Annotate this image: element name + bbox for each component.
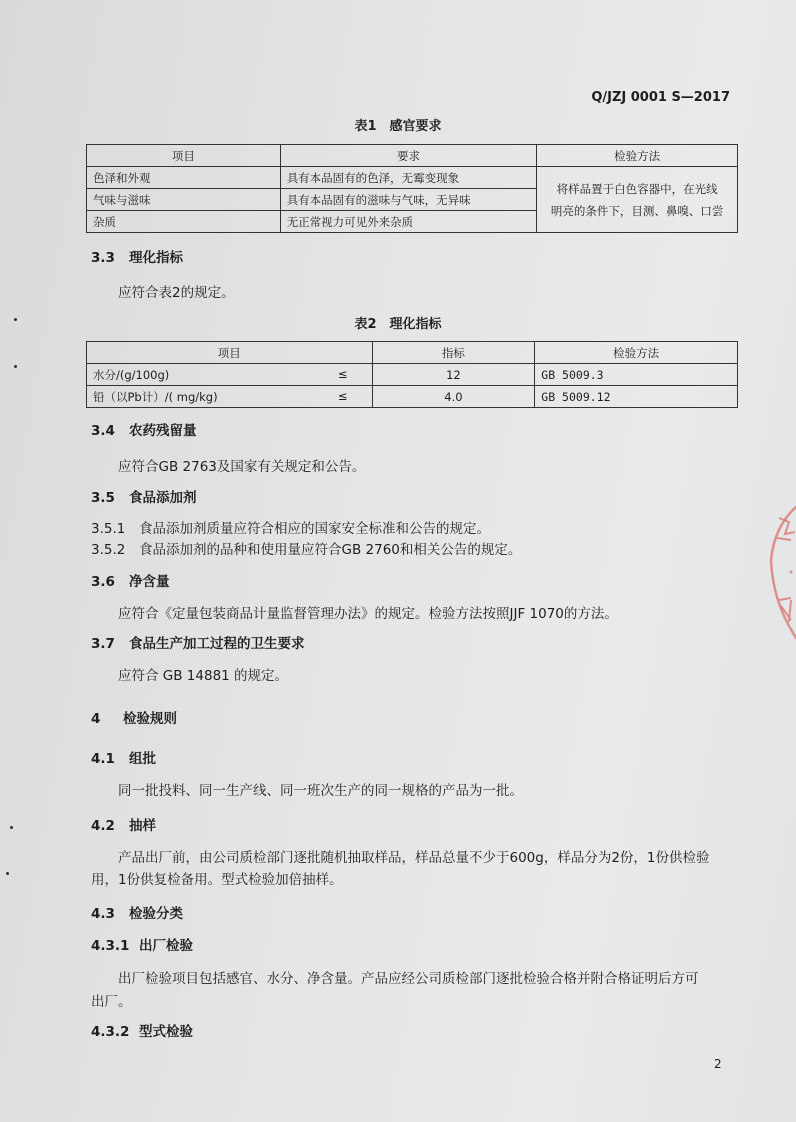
physicochemical-table [86, 341, 738, 408]
method-line: 将样品置于白色容器中，在光线 [556, 181, 718, 196]
paragraph: 应符合表2的规定。 [118, 285, 235, 301]
paragraph-line: 出厂。 [91, 994, 132, 1010]
paragraph-line: 用，1份供复检备用。型式检验加倍抽样。 [91, 872, 343, 888]
subsection-item: 3.5.1 食品添加剂质量应符合相应的国家安全标准和公告的规定。 [91, 521, 490, 537]
value-cell: 12 [372, 364, 535, 386]
document-id: Q/JZJ 0001 S—2017 [591, 90, 730, 105]
section-heading: 3.6 净含量 [91, 574, 170, 590]
paragraph: 应符合《定量包装商品计量监督管理办法》的规定。检验方法按照JJF 1070的方法。 [118, 606, 618, 622]
paragraph-line: 出厂检验项目包括感官、水分、净含量。产品应经公司质检部门逐批检验合格并附合格证明后方可 [118, 971, 699, 987]
section-heading: 3.5 食品添加剂 [91, 490, 197, 506]
paragraph: 应符合 GB 14881 的规定。 [118, 668, 289, 684]
subsection-heading: 4.3.1 出厂检验 [91, 938, 193, 954]
method-cell: GB 5009.12 [535, 386, 738, 408]
requirement-cell: 无正常视力可见外来杂质 [280, 211, 537, 233]
paragraph-line: 产品出厂前，由公司质检部门逐批随机抽取样品，样品总量不少于600g，样品分为2份，1份供检验 [118, 850, 710, 866]
chapter-heading: 4 检验规则 [91, 711, 177, 727]
section-heading: 4.3 检验分类 [91, 906, 183, 922]
paragraph: 应符合GB 2763及国家有关规定和公告。 [118, 459, 366, 475]
scan-speck [10, 826, 13, 829]
method-line: 明亮的条件下，目测、鼻嗅、口尝 [550, 203, 724, 218]
section-heading: 4.1 组批 [91, 751, 156, 767]
column-header: 指标 [372, 342, 535, 364]
table1-caption: 表1 感官要求 [354, 119, 442, 134]
section-heading: 4.2 抽样 [91, 818, 156, 834]
table-row [87, 386, 738, 408]
paragraph: 同一批投料、同一生产线、同一班次生产的同一规格的产品为一批。 [118, 783, 523, 799]
column-header: 项目 [87, 145, 281, 167]
subsection-heading: 4.3.2 型式检验 [91, 1024, 193, 1040]
requirement-cell: 具有本品固有的滋味与气味，无异味 [280, 189, 537, 211]
method-cell [537, 167, 738, 233]
page-number: 2 [714, 1057, 722, 1071]
section-heading: 3.7 食品生产加工过程的卫生要求 [91, 636, 305, 652]
subsection-item: 3.5.2 食品添加剂的品种和使用量应符合GB 2760和相关公告的规定。 [91, 542, 522, 558]
column-header: 项目 [87, 342, 373, 364]
column-header: 检验方法 [535, 342, 738, 364]
scan-speck [14, 318, 17, 321]
item-cell: 水分/(g/100g) ≤ [87, 364, 373, 386]
section-heading: 3.4 农药残留量 [91, 423, 197, 439]
scan-speck [14, 365, 17, 368]
scan-speck [6, 872, 9, 875]
section-heading: 3.3 理化指标 [91, 250, 183, 266]
column-header: 要求 [280, 145, 537, 167]
requirement-cell: 具有本品固有的色泽，无霉变现象 [280, 167, 537, 189]
table-row [87, 167, 738, 189]
seal-stamp-fragment [765, 500, 796, 650]
column-header: 检验方法 [537, 145, 738, 167]
table-header-row [87, 342, 738, 364]
table2-caption: 表2 理化指标 [354, 317, 442, 332]
item-cell: 铅（以Pb计）/( mg/kg) ≤ [87, 386, 373, 408]
value-cell: 4.0 [372, 386, 535, 408]
item-cell: 杂质 [87, 211, 281, 233]
item-cell: 气味与滋味 [87, 189, 281, 211]
item-cell: 色泽和外观 [87, 167, 281, 189]
sensory-requirements-table [86, 144, 738, 233]
table-row [87, 364, 738, 386]
table-header-row [87, 145, 738, 167]
method-cell: GB 5009.3 [535, 364, 738, 386]
